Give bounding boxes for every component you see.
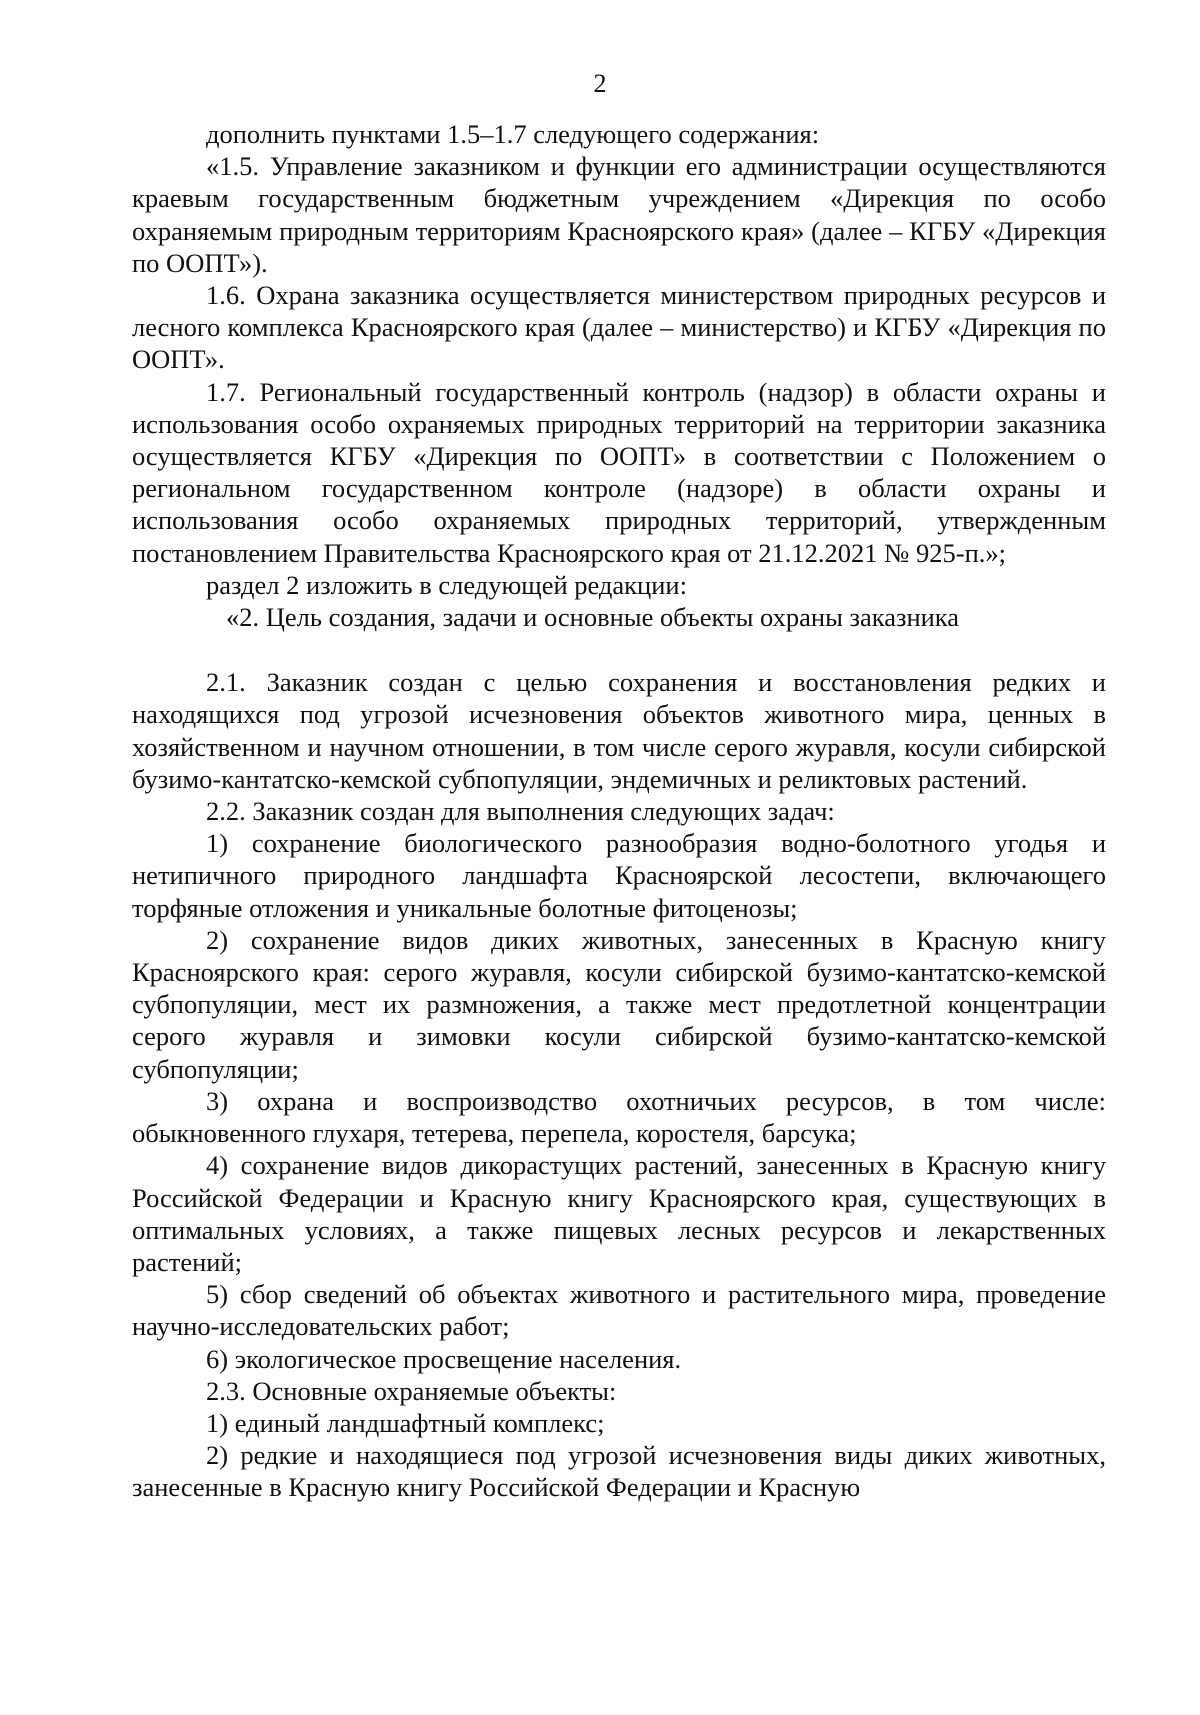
list-item-task-5: 5) сбор сведений об объектах животного и растительного мира, проведение научно-исследовательских работ; — [132, 1279, 1106, 1342]
list-item-task-1: 1) сохранение биологического разнообразия водно-болотного угодья и нетипичного природного ландшафта Красноярской лесостепи, включающего торфяные отложения и уникальные болотные фитоценозы; — [132, 828, 1106, 923]
list-item-task-4: 4) сохранение видов дикорастущих растений, занесенных в Красную книгу Российской Федерации и Красную книгу Красноярского края, существующих в оптимальных условиях, а также пищевых лесных ресурсов и лекарственных растений; — [132, 1150, 1106, 1277]
list-item-object-2: 2) редкие и находящиеся под угрозой исчезновения виды диких животных, занесенные в Красную книгу Российской Федерации и Красную — [132, 1440, 1106, 1503]
paragraph-1-5: «1.5. Управление заказником и функции его администрации осуществляются краевым государственным бюджетным учреждением «Дирекция по особо охраняемым природным территориям Красноярского края» (далее – КГБУ «Дирекция по ООПТ»). — [132, 151, 1106, 278]
paragraph-2-2: 2.2. Заказник создан для выполнения следующих задач: — [206, 796, 835, 827]
paragraph-1-6: 1.6. Охрана заказника осуществляется министерством природных ресурсов и лесного комплекса Красноярского края (далее – министерство) и КГБУ «Дирекция по ООПТ». — [132, 280, 1106, 375]
heading-spacer — [132, 633, 1106, 666]
list-item-task-2: 2) сохранение видов диких животных, занесенных в Красную книгу Красноярского края: серого журавля, косули сибирской бузимо-кантатско-кемской субпопуляции, мест их размножения, а также мест предотлетной концентрации серого журавля и зимовки косули сибирской бузимо-кантатско-кемской субпопуляции; — [132, 924, 1106, 1084]
list-item-task-6: 6) экологическое просвещение населения. — [206, 1343, 682, 1374]
paragraph-1-7: 1.7. Региональный государственный контроль (надзор) в области охраны и использования особо охраняемых природных территорий на территории заказника осуществляется КГБУ «Дирекция по ООПТ» в соответствии с Положением о региональном государственном контроле (надзоре) в области охраны и использования особо охраняемых природных территорий, утвержденным постановлением Правительства Красноярского края от 21.12.2021 № 925-п.»; — [132, 376, 1106, 568]
list-item-object-1: 1) единый ландшафтный комплекс; — [206, 1407, 605, 1438]
document-body — [132, 118, 1106, 1504]
paragraph-section-2-intro: раздел 2 изложить в следующей редакции: — [206, 569, 687, 600]
paragraph-intro: дополнить пунктами 1.5–1.7 следующего содержания: — [206, 119, 820, 149]
list-item-task-3: 3) охрана и воспроизводство охотничьих ресурсов, в том числе: обыкновенного глухаря, тетерева, перепела, коростеля, барсука; — [132, 1085, 1106, 1149]
page-number: 2 — [593, 69, 607, 98]
paragraph-2-1: 2.1. Заказник создан с целью сохранения и восстановления редких и находящихся под угрозой исчезновения объектов животного мира, ценных в хозяйственном и научном отношении, в том числе серого журавля, косули сибирской бузимо-кантатско-кемской субпопуляции, эндемичных и реликтовых растений. — [132, 667, 1106, 794]
section-heading: «2. Цель создания, задачи и основные объекты охраны заказника — [226, 602, 960, 633]
paragraph-2-3: 2.3. Основные охраняемые объекты: — [206, 1375, 617, 1406]
